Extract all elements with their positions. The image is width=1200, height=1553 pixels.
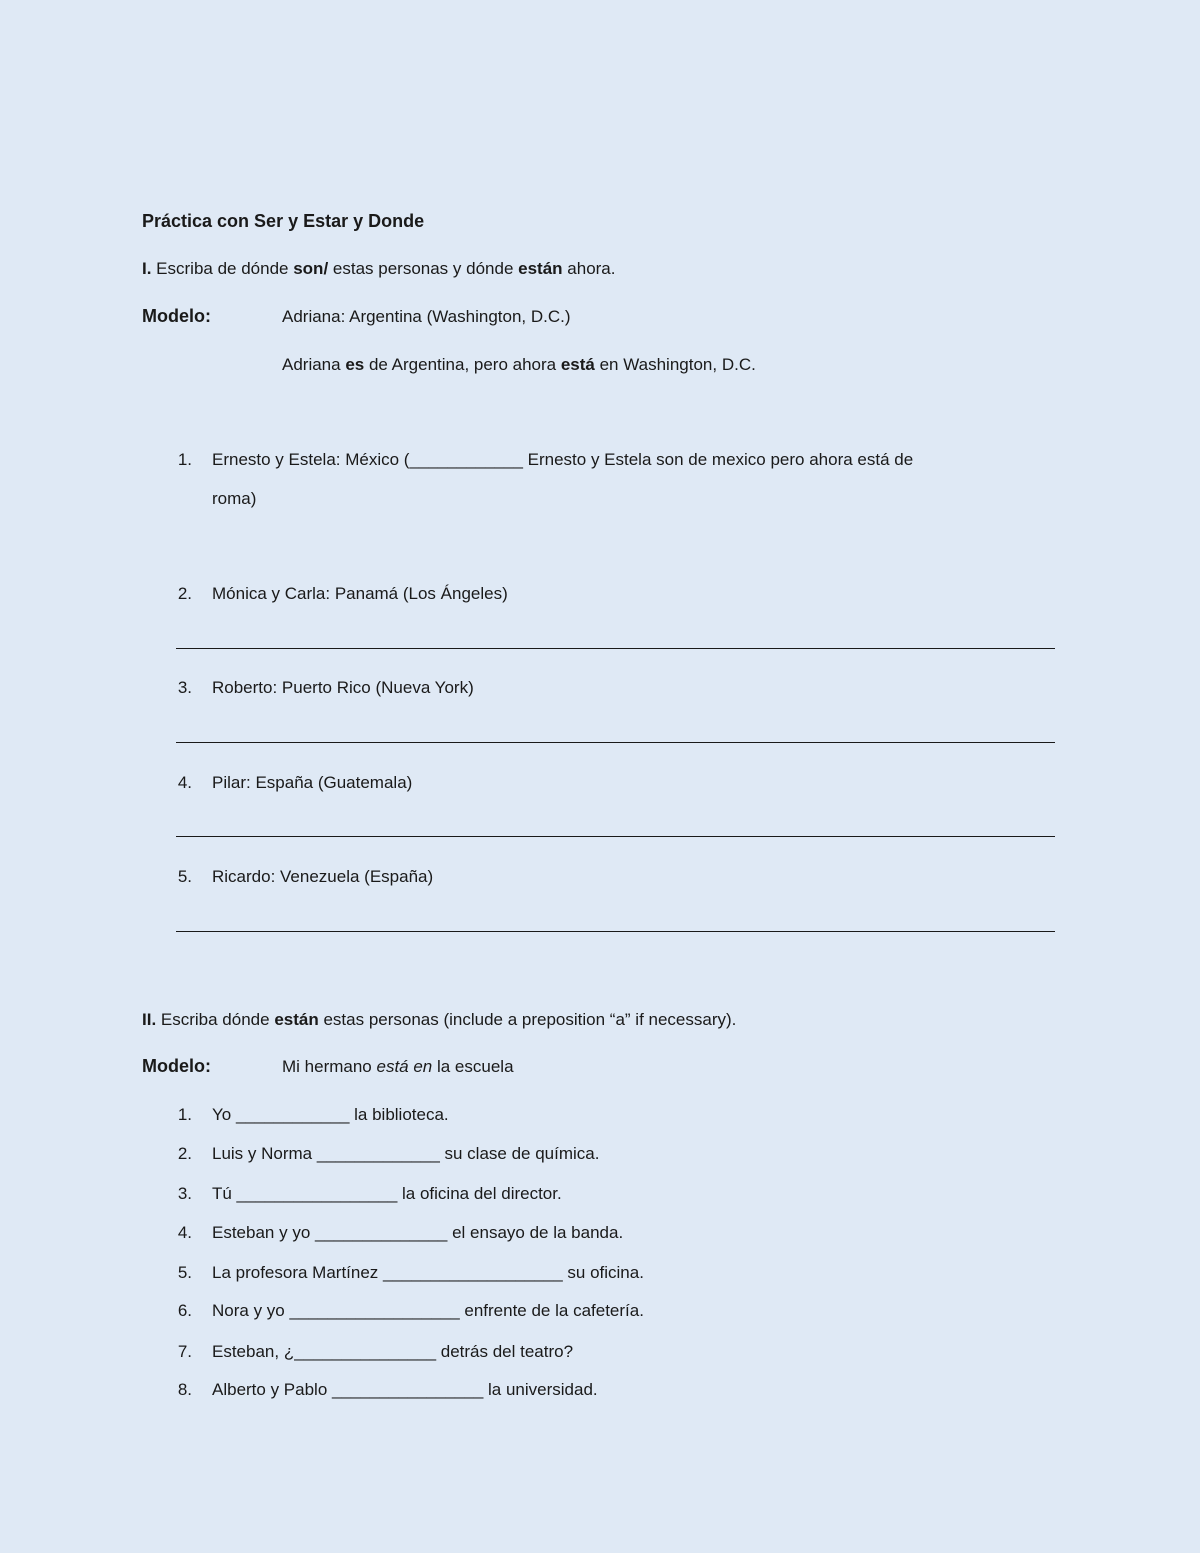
section1-item-4-answer-line[interactable] bbox=[176, 836, 1055, 837]
section1-item-4-number: 4. bbox=[177, 773, 192, 792]
section2-item-8-number: 8. bbox=[177, 1380, 192, 1399]
section1-instr-part1: Escriba de dónde bbox=[151, 259, 294, 278]
section1-item-1-number: 1. bbox=[177, 450, 192, 469]
section1-numeral: I. bbox=[142, 259, 152, 278]
section1-item-1-text: Ernesto y Estela: México (____________ Ernesto y Estela son de mexico pero ahora está de bbox=[212, 450, 914, 469]
section2-modelo-a: Mi hermano bbox=[282, 1057, 377, 1076]
section2-modelo-b: la escuela bbox=[432, 1057, 514, 1076]
section1-item-5-answer-line[interactable] bbox=[176, 931, 1055, 932]
section2-instr-part2: estas personas (include a preposition “a” if necessary). bbox=[318, 1010, 737, 1029]
section1-instr-bold2: están bbox=[518, 259, 563, 278]
section1-item-2-text: Mónica y Carla: Panamá (Los Ángeles) bbox=[212, 584, 508, 603]
modelo-line2-a: Adriana bbox=[282, 355, 346, 374]
section2-item-4-number: 4. bbox=[177, 1223, 192, 1242]
section1-item-2-number: 2. bbox=[177, 584, 192, 603]
section1-instr-part3: ahora. bbox=[562, 259, 616, 278]
section2-item-4-text[interactable]: Esteban y yo ______________ el ensayo de la banda. bbox=[212, 1223, 624, 1242]
section1-item-2-answer-line[interactable] bbox=[176, 648, 1055, 649]
section1-item-3-answer-line[interactable] bbox=[176, 742, 1055, 743]
section2-item-8-text[interactable]: Alberto y Pablo ________________ la universidad. bbox=[212, 1380, 598, 1399]
section2-item-6-text[interactable]: Nora y yo __________________ enfrente de la cafetería. bbox=[212, 1301, 644, 1320]
section2-modelo-italic: está en bbox=[376, 1057, 433, 1076]
section2-instr-part1: Escriba dónde bbox=[156, 1010, 275, 1029]
section1-item-5-number: 5. bbox=[177, 867, 192, 886]
document-title: Práctica con Ser y Estar y Donde bbox=[142, 211, 425, 231]
section2-item-5-text[interactable]: La profesora Martínez ___________________ su oficina. bbox=[212, 1263, 644, 1282]
section2-item-3-number: 3. bbox=[177, 1184, 192, 1203]
section2-item-7-number: 7. bbox=[177, 1342, 192, 1361]
section2-item-2-number: 2. bbox=[177, 1144, 192, 1163]
section2-item-5-number: 5. bbox=[177, 1263, 192, 1282]
section1-modelo-line2 bbox=[282, 354, 756, 376]
section2-modelo-label: Modelo: bbox=[142, 1056, 211, 1076]
section1-item-3-text: Roberto: Puerto Rico (Nueva York) bbox=[212, 678, 474, 697]
section2-item-2-text[interactable]: Luis y Norma _____________ su clase de química. bbox=[212, 1144, 600, 1163]
section2-item-7-text[interactable]: Esteban, ¿_______________ detrás del teatro? bbox=[212, 1342, 574, 1361]
section2-item-1-text[interactable]: Yo ____________ la biblioteca. bbox=[212, 1105, 449, 1124]
section2-item-1-number: 1. bbox=[177, 1105, 192, 1124]
section1-modelo-label: Modelo: bbox=[142, 306, 211, 326]
modelo-line2-b: es bbox=[345, 355, 365, 374]
section1-item-3-number: 3. bbox=[177, 678, 192, 697]
section2-instr-bold: están bbox=[274, 1010, 319, 1029]
section1-item-5-text: Ricardo: Venezuela (España) bbox=[212, 867, 434, 886]
section1-modelo-line1: Adriana: Argentina (Washington, D.C.) bbox=[282, 307, 571, 326]
section2-modelo-text bbox=[282, 1056, 514, 1078]
modelo-line2-d: está bbox=[560, 355, 595, 374]
modelo-line2-c: de Argentina, pero ahora bbox=[364, 355, 561, 374]
section1-item-1-text-cont: roma) bbox=[212, 489, 257, 508]
section1-instr-bold1: son/ bbox=[293, 259, 329, 278]
section2-instruction bbox=[142, 1009, 736, 1031]
section1-instruction bbox=[142, 258, 616, 280]
section2-numeral: II. bbox=[142, 1010, 157, 1029]
section2-item-3-text[interactable]: Tú _________________ la oficina del director. bbox=[212, 1184, 562, 1203]
section1-item-4-text: Pilar: España (Guatemala) bbox=[212, 773, 413, 792]
section2-item-6-number: 6. bbox=[177, 1301, 192, 1320]
section1-instr-part2: estas personas y dónde bbox=[328, 259, 519, 278]
modelo-line2-e: en Washington, D.C. bbox=[594, 355, 756, 374]
